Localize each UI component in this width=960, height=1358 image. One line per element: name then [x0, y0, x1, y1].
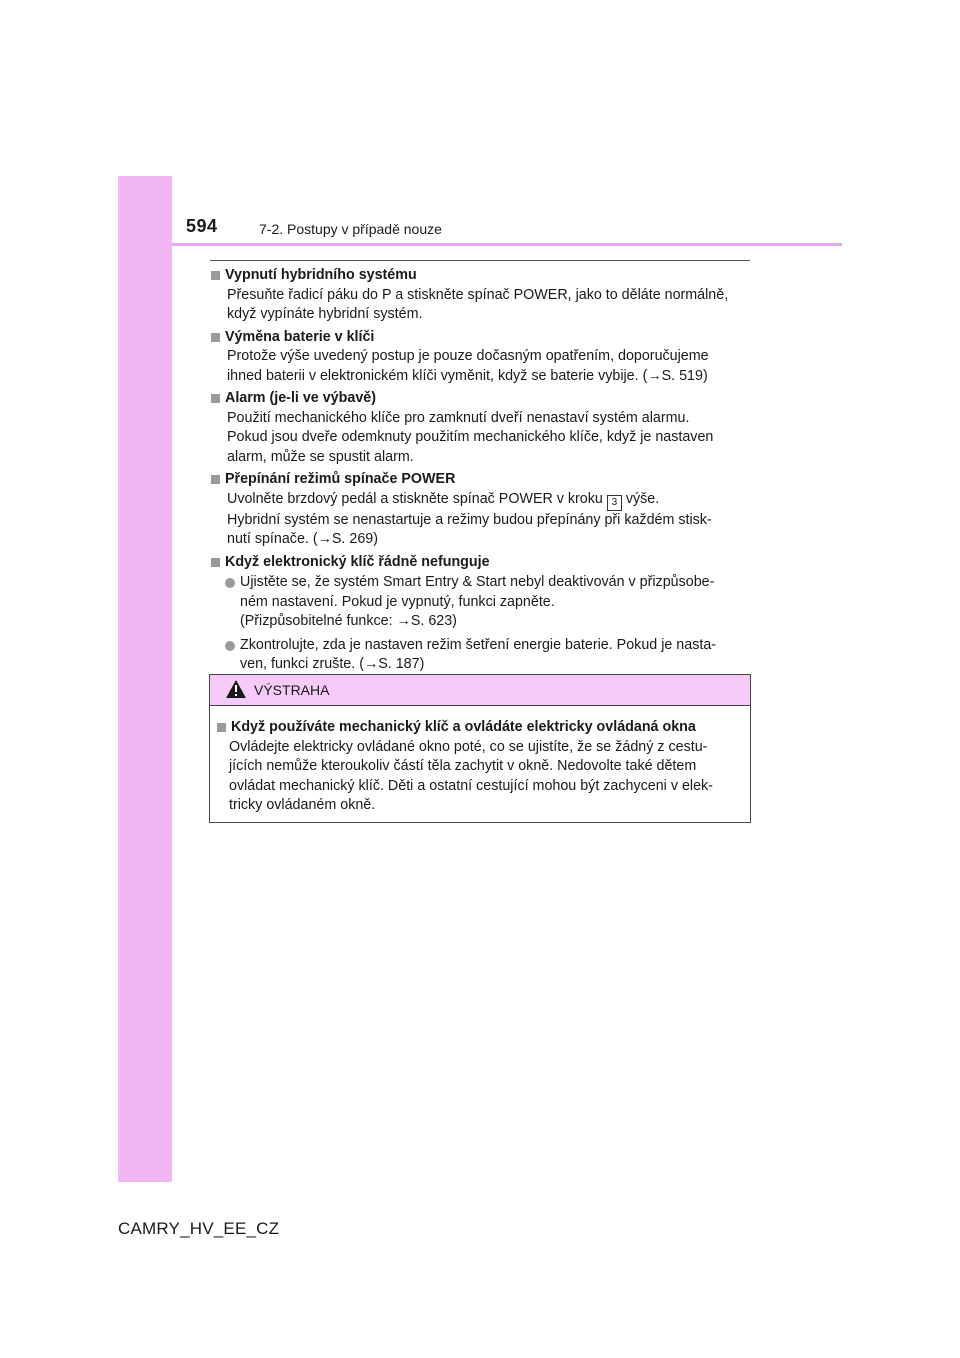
square-bullet-icon	[211, 394, 220, 403]
body-line: když vypínáte hybridní systém.	[227, 306, 423, 322]
content-area	[210, 266, 750, 678]
list-item	[210, 636, 750, 675]
list-item	[210, 573, 750, 632]
square-bullet-icon	[211, 558, 220, 567]
warning-label: VÝSTRAHA	[254, 682, 330, 698]
body-line: Ujistěte se, že systém Smart Entry & Start nebyl deaktivován v přizpůsobe-	[240, 574, 715, 590]
body-line: jících nemůže kteroukoliv částí těla zachytit v okně. Nedovolte také dětem	[229, 758, 697, 774]
body-line: Přesuňte řadicí páku do P a stiskněte spínač POWER, jako to děláte normálně,	[227, 286, 729, 303]
page-number: 594	[186, 216, 218, 236]
body-line: ovládat mechanický klíč. Děti a ostatní cestující mohou být zachyceni v elek-	[229, 777, 713, 794]
body-line: Použití mechanického klíče pro zamknutí dveří nenastaví systém alarmu.	[227, 409, 690, 426]
content-top-rule	[210, 260, 750, 261]
side-color-band	[118, 176, 172, 1182]
section-key-battery	[210, 328, 750, 387]
section-power-modes	[210, 470, 750, 550]
body-line: (Přizpůsobitelné funkce: →S. 623)	[240, 613, 457, 629]
body-line: ném nastavení. Pokud je vypnutý, funkci zapněte.	[240, 593, 555, 610]
body-line: tricky ovládaném okně.	[229, 797, 376, 813]
section-alarm	[210, 389, 750, 467]
section-title: Výměna baterie v klíči	[225, 328, 375, 345]
square-bullet-icon	[211, 333, 220, 342]
warning-box	[209, 674, 751, 823]
body-text: Uvolněte brzdový pedál a stiskněte spínač POWER v kroku	[227, 490, 603, 507]
section-title: Když elektronický klíč řádně nefunguje	[225, 553, 490, 570]
warning-text	[216, 738, 744, 816]
body-line: nutí spínače. (→S. 269)	[227, 531, 378, 547]
square-bullet-icon	[217, 723, 226, 732]
body-line: Pokud jsou dveře odemknuty použitím mechanického klíče, když je nastaven	[227, 429, 714, 445]
chapter-title: 7-2. Postupy v případě nouze	[259, 221, 442, 237]
warning-triangle-icon	[225, 679, 247, 699]
body-line	[227, 490, 750, 511]
body-line: Zkontrolujte, zda je nastaven režim šetření energie baterie. Pokud je nasta-	[240, 636, 717, 653]
step-number-box: 3	[607, 495, 622, 511]
square-bullet-icon	[211, 271, 220, 280]
round-bullet-icon	[225, 578, 235, 588]
section-key-malfunction	[210, 553, 750, 675]
body-line: Hybridní systém se nenastartuje a režimy budou přepínány při každém stisk-	[227, 511, 712, 528]
body-line: ven, funkci zrušte. (→S. 187)	[240, 656, 425, 672]
section-hybrid-off	[210, 266, 750, 325]
section-title: Přepínání režimů spínače POWER	[225, 471, 456, 487]
round-bullet-icon	[225, 641, 235, 651]
body-line: ihned baterii v elektronickém klíči vyměnit, když se baterie vybije. (→S. 519)	[227, 367, 708, 384]
body-text: výše.	[625, 490, 660, 507]
section-title: Vypnutí hybridního systému	[225, 267, 417, 283]
body-line: alarm, může se spustit alarm.	[227, 448, 414, 465]
warning-header	[210, 675, 750, 706]
warning-title: Když používáte mechanický klíč a ovládáte elektricky ovládaná okna	[231, 719, 696, 735]
header-rule	[172, 243, 842, 246]
document-code: CAMRY_HV_EE_CZ	[118, 1219, 280, 1238]
body-line: Ovládejte elektricky ovládané okno poté, co se ujistíte, že se žádný z cestu-	[229, 738, 708, 755]
square-bullet-icon	[211, 475, 220, 484]
section-title: Alarm (je-li ve výbavě)	[225, 390, 376, 406]
body-line: Protože výše uvedený postup je pouze dočasným opatřením, doporučujeme	[227, 348, 709, 364]
